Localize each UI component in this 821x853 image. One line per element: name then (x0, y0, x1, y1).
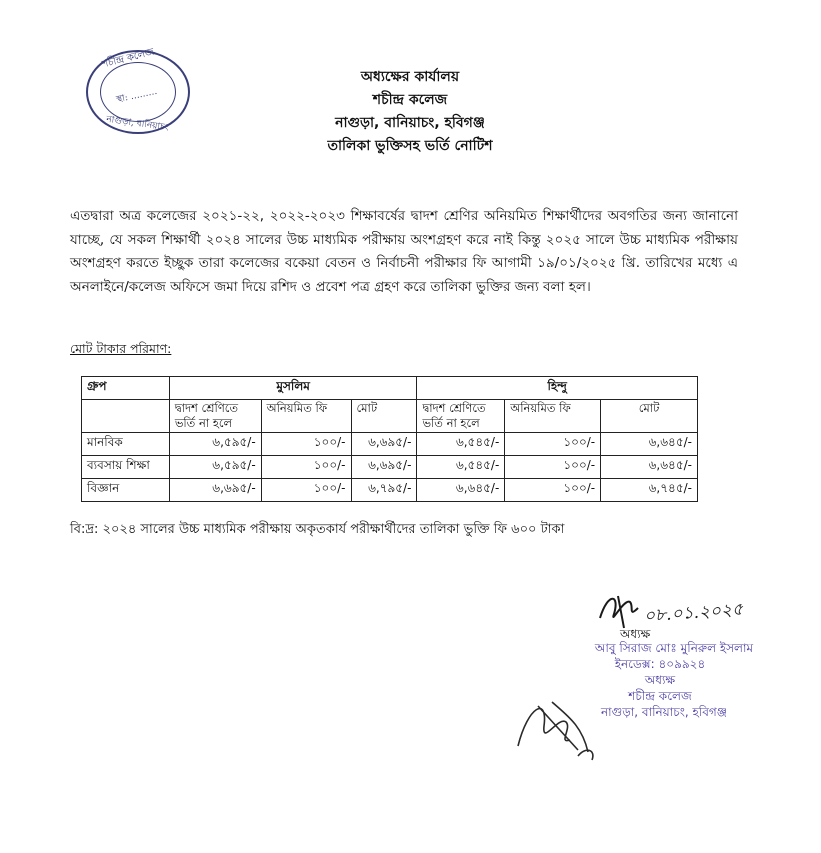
hindu-fee-cell: ১০০/- (505, 456, 601, 479)
muslim-fee-cell: ১০০/- (261, 479, 351, 502)
row-group: ব্যবসায় শিক্ষা (82, 456, 170, 479)
signature-title: অধ্যক্ষ (620, 627, 651, 641)
total-amount-label: মোট টাকার পরিমাণ: (70, 341, 172, 356)
college-name: শচীন্দ্র কলেজ (372, 92, 448, 108)
muslim-fee-cell: ১০০/- (261, 433, 351, 456)
notice-title: তালিকা ভুক্তিসহ ভর্তি নোটিশ (327, 138, 493, 154)
group-header: গ্রুপ (82, 377, 170, 400)
seal-arc-bottom-text: নাগুড়া, বানিয়াচং (105, 114, 170, 134)
muslim-total-cell: ৬,৭৯৫/- (351, 479, 417, 502)
hindu-header: হিন্দু (417, 377, 698, 400)
muslim-header: মুসলিম (169, 377, 417, 400)
principal-name: আবু সিরাজ মোঃ মুনিরুল ইসলাম (594, 641, 754, 655)
muslim-not-promoted-cell: ৬,৬৯৫/- (169, 479, 261, 502)
hindu-total-cell: ৬,৬৪৫/- (601, 433, 698, 456)
muslim-not-promoted-cell: ৬,৫৯৫/- (169, 456, 261, 479)
hindu-not-promoted-cell: ৬,৫৪৫/- (417, 456, 505, 479)
muslim-fee-cell: ১০০/- (261, 456, 351, 479)
subheader-empty (82, 400, 170, 433)
hindu-total-cell: ৬,৬৪৫/- (601, 456, 698, 479)
seal-arc-top-text: শচীন্দ্র কলেজ (101, 46, 156, 71)
muslim-total-cell: ৬,৬৯৫/- (351, 433, 417, 456)
muslim-total-cell: ৬,৬৯৫/- (351, 456, 417, 479)
table-row (82, 433, 698, 456)
hindu-not-promoted-cell: ৬,৬৪৫/- (417, 479, 505, 502)
table-row (82, 456, 698, 479)
fee-table (81, 376, 698, 502)
principal-index: ইনডেক্স: ৪০৯৯২৪ (614, 657, 706, 671)
hindu-not-promoted-cell: ৬,৫৪৫/- (417, 433, 505, 456)
notice-header (200, 66, 620, 158)
principal-college: শচীন্দ্র কলেজ (628, 689, 692, 703)
seal-middle-text: স্থা: ……… (115, 86, 159, 106)
hindu-total-cell: ৬,৭৪৫/- (601, 479, 698, 502)
college-address: নাগুড়া, বানিয়াচং, হবিগঞ্জ (335, 115, 485, 131)
footnote: বি:দ্র: ২০২৪ সালের উচ্চ মাধ্যমিক পরীক্ষায় অকৃতকার্য পরীক্ষার্থীদের তালিকা ভুক্তি ফি ৬০০ টাকা (70, 522, 565, 537)
table-subheader-row (82, 400, 698, 433)
row-group: বিজ্ঞান (82, 479, 170, 502)
hindu-not-promoted-header: দ্বাদশ শ্রেণিতে ভর্তি না হলে (417, 400, 505, 433)
hindu-total-header: মোট (601, 400, 698, 433)
office-title: অধ্যক্ষের কার্যালয় (360, 69, 460, 85)
muslim-irregular-fee-header: অনিয়মিত ফি (261, 400, 351, 433)
notice-paragraph: এতদ্বারা অত্র কলেজের ২০২১-২২, ২০২২-২০২৩ শিক্ষাবর্ষের দ্বাদশ শ্রেণির অনিয়মিত শিক্ষার্থীদের অবগতির জন্য জানানো যাচ্ছে, যে সকল শিক্ষার্থী ২০২৪ সালের উচ্চ মাধ্যমিক পরীক্ষায় অংশগ্রহণ করে নাই কিন্তু ২০২৫ সালে উচ্চ মাধ্যমিক পরীক্ষায় অংশগ্রহণ করতে ইচ্ছুক তারা কলেজের বকেয়া বেতন ও নির্বাচনী পরীক্ষার ফি আগামী ১৯/০১/২০২৫ খ্রি. তারিখের মধ্যে এ অনলাইনে/কলেজ অফিসে জমা দিয়ে রশিদ ও প্রবেশ পত্র গ্রহণ করে তালিকা ভুক্তির জন্য বলা হল। (70, 208, 738, 295)
muslim-not-promoted-cell: ৬,৫৯৫/- (169, 433, 261, 456)
table-row (82, 479, 698, 502)
principal-designation: অধ্যক্ষ (644, 673, 676, 687)
table-header-row (82, 377, 698, 400)
college-seal (86, 46, 190, 134)
principal-address: নাগুড়া, বানিয়াচং, হবিগঞ্জ (600, 705, 728, 719)
second-signature (508, 686, 604, 766)
hindu-fee-cell: ১০০/- (505, 479, 601, 502)
hindu-irregular-fee-header: অনিয়মিত ফি (505, 400, 601, 433)
row-group: মানবিক (82, 433, 170, 456)
muslim-total-header: মোট (351, 400, 417, 433)
hindu-fee-cell: ১০০/- (505, 433, 601, 456)
signature-date: ০৮.০১.২০২৫ (643, 599, 744, 627)
muslim-not-promoted-header: দ্বাদশ শ্রেণিতে ভর্তি না হলে (169, 400, 261, 433)
